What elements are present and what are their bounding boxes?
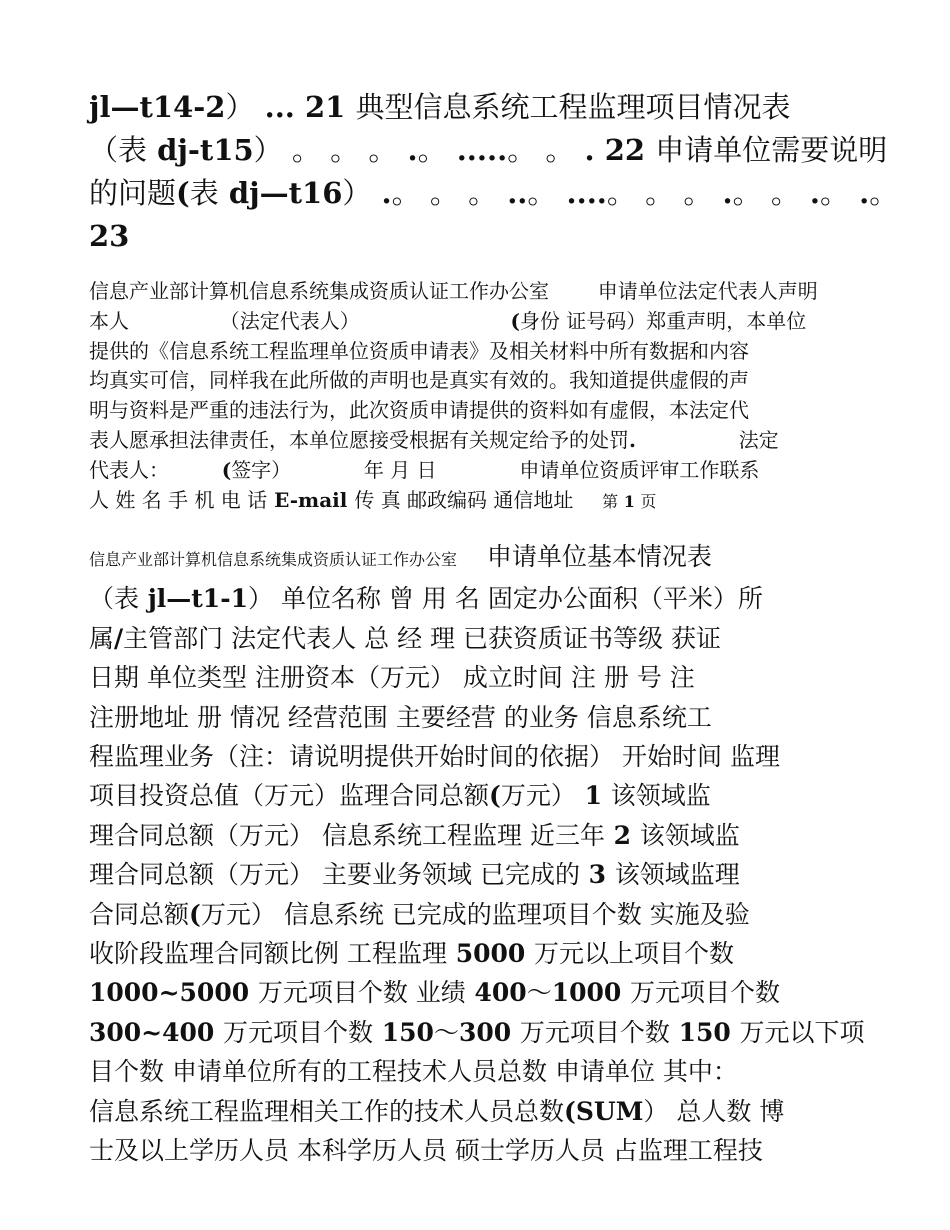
representative-statement: [89, 277, 861, 516]
statement-text: 法定: [738, 427, 779, 452]
statement-text: 本人: [89, 308, 129, 333]
statement-text: (身份 证号码）郑重声明，本单位: [510, 308, 807, 333]
table-text: 理合同总额（万元） 信息系统工程监理 近三年 2 该领域监: [89, 820, 740, 850]
table-text: 合同总额(万元） 信息系统 已完成的监理项目个数 实施及验: [89, 899, 750, 929]
office-header: 信息产业部计算机信息系统集成资质认证工作办公室: [89, 279, 549, 303]
toc-line: jl—t14-2） ... 21 典型信息系统工程监理项目情况表: [89, 90, 791, 124]
table-text: 项目投资总值（万元）监理合同总额(万元） 1 该领域监: [89, 781, 711, 811]
basic-info-table: [89, 537, 865, 1171]
toc-line: 的问题(表 dj—t16） .。 。 。 ..。 ....。 。 。 .。 。 .。 .。: [89, 176, 899, 210]
statement-text: 均真实可信，同样我在此所做的声明也是真实有效的。我知道提供虚假的声: [89, 368, 749, 393]
table-text: 日期 单位类型 注册资本（万元） 成立时间 注 册 号 注: [89, 663, 695, 693]
contact-fields: 人 姓 名 手 机 电 话 E-mail 传 真 邮政编码 通信地址: [89, 487, 574, 512]
table-text: 士及以上学历人员 本科学历人员 硕士学历人员 占监理工程技: [89, 1136, 763, 1166]
statement-title: 申请单位法定代表人声明: [597, 279, 818, 303]
table-text: 注册地址 册 情况 经营范围 主要经营 的业务 信息系统工: [89, 702, 712, 732]
table-text: 信息系统工程监理相关工作的技术人员总数(SUM） 总人数 博: [89, 1096, 785, 1126]
contact-title: 申请单位资质评审工作联系: [519, 457, 760, 482]
statement-text: 表人愿承担法律责任，本单位愿接受根据有关规定给予的处罚.: [89, 427, 636, 452]
signature-label: 代表人：: [89, 457, 169, 482]
office-header: 信息产业部计算机信息系统集成资质认证工作办公室: [89, 550, 458, 569]
table-title: 申请单位基本情况表: [486, 542, 712, 571]
table-of-contents: [89, 86, 899, 258]
statement-text: （法定代表人）: [219, 308, 360, 333]
signature-field: (签字）: [221, 457, 292, 482]
table-text: 1000~5000 万元项目个数 业绩 400～1000 万元项目个数: [89, 978, 781, 1008]
table-text: 程监理业务（注：请说明提供开始时间的依据） 开始时间 监理: [89, 742, 780, 772]
table-text: （表 jl—t1-1） 单位名称 曾 用 名 固定办公面积（平米）所: [89, 584, 763, 614]
date-field: 年 月 日: [363, 457, 437, 482]
toc-line: （表 dj-t15） 。 。 。 .。 .....。 。 . 22 申请单位需要说明: [89, 133, 888, 167]
table-text: 属/主管部门 法定代表人 总 经 理 已获资质证书等级 获证: [89, 623, 721, 653]
table-text: 收阶段监理合同额比例 工程监理 5000 万元以上项目个数: [89, 939, 734, 969]
page-number: 第 1 页: [602, 491, 657, 511]
table-text: 目个数 申请单位所有的工程技术人员总数 申请单位 其中：: [89, 1057, 738, 1087]
table-text: 理合同总额（万元） 主要业务领域 已完成的 3 该领域监理: [89, 860, 740, 890]
toc-line: 23: [89, 219, 130, 253]
statement-text: 明与资料是严重的违法行为，此次资质申请提供的资料如有虚假，本法定代: [89, 398, 749, 423]
statement-text: 提供的《信息系统工程监理单位资质申请表》及相关材料中所有数据和内容: [89, 338, 749, 363]
table-text: 300~400 万元项目个数 150～300 万元项目个数 150 万元以下项: [89, 1017, 865, 1047]
